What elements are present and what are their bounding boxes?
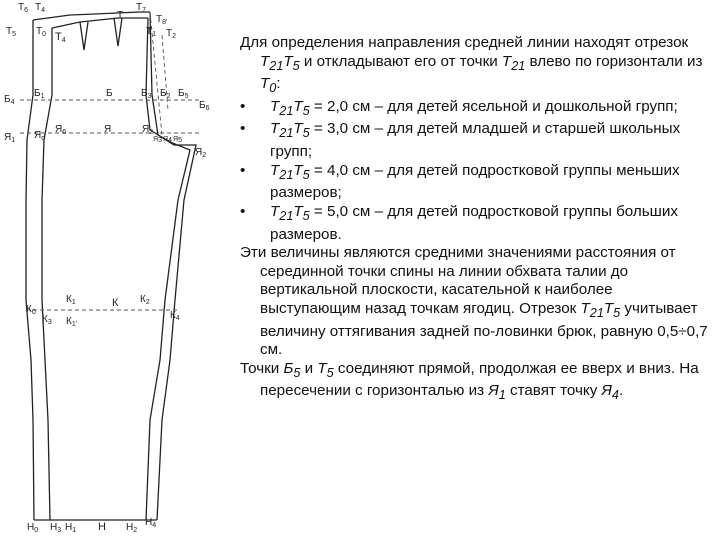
label-k2: $К_2$ (140, 294, 150, 306)
text-run: 5 (613, 305, 621, 320)
intro-paragraph (240, 34, 710, 98)
bullet-icon: • (240, 161, 246, 179)
text-run: = 4,0 см – для детей подростковой группы меньших размеров; (270, 161, 680, 202)
text-run: 21 (269, 58, 284, 73)
text-run: = 2,0 см – для детей ясельной и дошкольной групп; (309, 97, 678, 115)
waist-line (33, 12, 150, 20)
list-item-text (270, 203, 710, 244)
text-run: Т (293, 120, 303, 138)
text-run: 1 (498, 388, 506, 403)
dart-front (114, 18, 122, 46)
text-run: Т (293, 97, 303, 115)
text-run: 21 (279, 167, 294, 182)
text-run: влево по горизонтали из (525, 52, 703, 70)
text-run: учитывает величину оттягивания задней по-ловинки брюк, равную 0,5÷0,7 см. (260, 299, 708, 359)
label-k0: $К_0$ (26, 304, 36, 316)
waist-line-front (52, 18, 148, 28)
label-t2: $Т_2$ (166, 28, 177, 40)
label-t4: $Т_4$ (35, 2, 46, 14)
label-t8: $Т_{8'}$ (156, 14, 168, 26)
text-run: и откладывают его от точки (299, 52, 502, 70)
label-ya-seat: $Я_6$ (55, 124, 67, 136)
text-run: Т (603, 299, 614, 317)
text-run: Т (270, 120, 280, 138)
label-ya2-right: $Я_2$ (195, 147, 207, 159)
label-t0: $Т_0$ (36, 26, 47, 38)
label-h2: $Н_2$ (126, 522, 138, 534)
dart-back (80, 22, 88, 50)
bullet-icon: • (240, 97, 246, 115)
text-run: Я (488, 382, 499, 400)
text-run: и (300, 359, 318, 377)
list-item (240, 162, 710, 203)
text-run: 5 (326, 365, 334, 380)
label-b1: $Б_1$ (34, 88, 45, 100)
label-b5: $Б_5$ (178, 88, 189, 100)
text-run: Т (580, 299, 590, 317)
label-k1-prime: $К_{1'}$ (66, 316, 78, 328)
front-right-side (150, 12, 196, 520)
list-item-text (270, 120, 710, 161)
list-item (240, 120, 710, 161)
text-run: Т (260, 52, 270, 70)
text-run: 21 (279, 126, 294, 141)
text-run: Б (283, 359, 294, 377)
text-run: : (276, 75, 281, 93)
list-item-text (270, 162, 710, 203)
measurement-list (240, 98, 710, 244)
text-run: Т (501, 52, 512, 70)
left-side-line (26, 20, 34, 520)
text-run: Т (293, 202, 303, 220)
text-run: Т (270, 202, 280, 220)
left-inner-line (42, 28, 52, 520)
label-ya3: Я3 (153, 136, 162, 144)
instruction-text (240, 34, 710, 405)
label-b6: $Б_6$ (199, 100, 210, 112)
label-h0: $Н_0$ (27, 522, 39, 534)
text-run: Т (283, 52, 293, 70)
label-b: Б (106, 88, 113, 99)
label-b3: $Б_3$ (141, 88, 152, 100)
list-item (240, 203, 710, 244)
label-h: Н (98, 521, 106, 533)
label-k: К (112, 297, 119, 309)
label-b2: $Б_2$ (160, 88, 171, 100)
text-run: Для определения направления средней линии находят отрезок (240, 34, 689, 51)
list-item (240, 98, 710, 121)
bullet-icon: • (240, 120, 246, 138)
text-run: Т (293, 161, 303, 179)
label-k3: $К_3$ (42, 314, 52, 326)
label-t1: $Т_1$ (146, 26, 157, 38)
label-h1: $Н_1$ (65, 522, 77, 534)
text-run: Т (270, 97, 280, 115)
bullet-icon: • (240, 202, 246, 220)
text-run: Эти величины являются средними значениями расстояния от серединной точки спины на линии обхвата талии до вертикальной плоскости, касательной к наиболее выступающим назад точкам ягодиц. Отрезок (240, 244, 676, 317)
text-run: = 5,0 см – для детей подростковой группы больших размеров. (270, 202, 678, 243)
label-t7: $Т_7$ (136, 2, 147, 14)
text-run: 5 (292, 58, 300, 73)
text-run: = 3,0 см – для детей младшей и старшей школьных групп; (270, 120, 681, 161)
text-run: 4 (611, 388, 619, 403)
label-ya: Я (104, 124, 112, 135)
conclusion-paragraph (240, 360, 710, 405)
text-run: 21 (279, 103, 294, 118)
label-k4: $К_4$ (170, 310, 180, 322)
label-ya0: $Я_о$ (34, 130, 46, 142)
label-t: Т (117, 10, 124, 21)
label-ya4: Я4 (163, 136, 172, 144)
label-k1: $К_1$ (66, 294, 76, 306)
text-run: 21 (511, 58, 526, 73)
text-run: соединяют прямой, продолжая ее вверх и вниз. На пересечении с горизонталью из (260, 359, 699, 400)
text-run: 5 (302, 126, 310, 141)
text-run: ставят точку (505, 382, 602, 400)
text-run: Точки (240, 359, 284, 377)
text-run: . (618, 382, 624, 400)
text-run: Т (270, 161, 280, 179)
list-item-text (270, 98, 710, 121)
label-h4: $Н_4$ (145, 517, 157, 529)
label-t6: $Т_6$ (18, 2, 29, 14)
pattern-labels (4, 2, 210, 534)
label-b4: $Б_4$ (4, 94, 15, 106)
text-run: 5 (302, 208, 310, 223)
construction-lines (20, 12, 200, 310)
text-run: 21 (589, 305, 604, 320)
label-t4-inner: Т4 (55, 31, 66, 44)
text-run: Т (317, 359, 327, 377)
label-h3: $Н_3$ (50, 522, 62, 534)
label-ya5: Я5 (173, 136, 182, 144)
label-t5: $Т_5$ (6, 26, 17, 38)
text-run: 5 (293, 365, 301, 380)
text-run: 5 (302, 103, 310, 118)
trouser-pattern-diagram (0, 0, 240, 540)
text-run: Я (601, 382, 612, 400)
label-ya1: $Я_1$ (4, 132, 16, 144)
text-run: 5 (302, 167, 310, 182)
label-ya2: $Я_2$ (142, 124, 154, 136)
explanation-paragraph (240, 244, 710, 360)
text-run: 0 (269, 81, 277, 96)
text-run: Т (260, 75, 270, 93)
text-run: 21 (279, 208, 294, 223)
